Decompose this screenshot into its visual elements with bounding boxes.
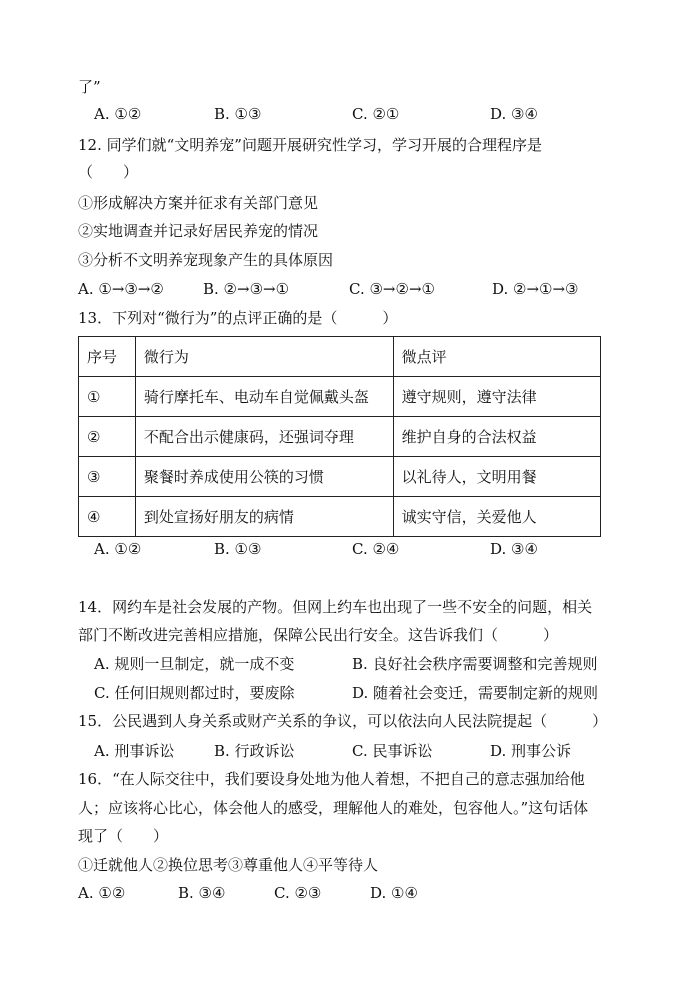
q16-stem-line-1: 16．“在人际交往中，我们要设身处地为他人着想，不把自己的意志强加给他 bbox=[78, 770, 585, 788]
q14-option-b[interactable]: B. 良好社会秩序需要调整和完善规则 bbox=[352, 655, 598, 673]
table-row bbox=[79, 457, 601, 497]
table-row bbox=[79, 377, 601, 417]
q14-stem-line-1: 14．网约车是社会发展的产物。但网上约车也出现了一些不安全的问题，相关 bbox=[78, 598, 593, 616]
table-cell: 不配合出示健康码，还强词夺理 bbox=[135, 417, 393, 457]
q12-answer-paren: （ ） bbox=[78, 163, 139, 181]
q15-option-a[interactable]: A. 刑事诉讼 bbox=[94, 742, 175, 760]
table-cell: 维护自身的合法权益 bbox=[393, 417, 600, 457]
q13-table bbox=[78, 336, 601, 537]
q11-option-a[interactable]: A. ①② bbox=[94, 105, 142, 123]
q13-stem: 13．下列对“微行为”的点评正确的是（ ） bbox=[78, 309, 398, 327]
q13-option-a[interactable]: A. ①② bbox=[94, 540, 142, 558]
table-row bbox=[79, 497, 601, 537]
q13-option-b[interactable]: B. ①③ bbox=[214, 540, 262, 558]
q16-items: ①迁就他人②换位思考③尊重他人④平等待人 bbox=[78, 856, 379, 874]
table-cell: ② bbox=[79, 417, 136, 457]
table-cell: 聚餐时养成使用公筷的习惯 bbox=[135, 457, 393, 497]
q14-option-d[interactable]: D. 随着社会变迁，需要制定新的规则 bbox=[352, 684, 599, 702]
table-cell: 以礼待人，文明用餐 bbox=[393, 457, 600, 497]
table-header-cell: 序号 bbox=[79, 337, 136, 377]
q15-option-b[interactable]: B. 行政诉讼 bbox=[214, 742, 295, 760]
q11-option-c[interactable]: C. ②① bbox=[352, 105, 400, 123]
table-cell: 诚实守信，关爱他人 bbox=[393, 497, 600, 537]
q12-item-3: ③分析不文明养宠现象产生的具体原因 bbox=[78, 251, 334, 269]
q15-option-d[interactable]: D. 刑事公诉 bbox=[490, 742, 572, 760]
table-cell: 遵守规则，遵守法律 bbox=[393, 377, 600, 417]
q16-stem-line-2: 人；应该将心比心，体会他人的感受，理解他人的难处，包容他人。”这句话体 bbox=[78, 799, 589, 817]
q12-option-a[interactable]: A. ①→③→② bbox=[78, 280, 164, 298]
q11-option-b[interactable]: B. ①③ bbox=[214, 105, 262, 123]
q14-option-c[interactable]: C. 任何旧规则都过时，要废除 bbox=[94, 684, 295, 702]
q14-option-a[interactable]: A. 规则一旦制定，就一成不变 bbox=[94, 655, 295, 673]
q16-stem-line-3: 现了（ ） bbox=[78, 827, 169, 845]
q12-stem: 12. 同学们就“文明养宠”问题开展研究性学习，学习开展的合理程序是 bbox=[78, 136, 542, 154]
table-cell: 骑行摩托车、电动车自觉佩戴头盔 bbox=[135, 377, 393, 417]
q13-option-c[interactable]: C. ②④ bbox=[352, 540, 400, 558]
table-row bbox=[79, 417, 601, 457]
q11-stem-continuation: 了” bbox=[78, 78, 101, 96]
table-cell: ③ bbox=[79, 457, 136, 497]
q12-option-c[interactable]: C. ③→②→① bbox=[349, 280, 435, 298]
q12-option-d[interactable]: D. ②→①→③ bbox=[492, 280, 579, 298]
table-cell: ① bbox=[79, 377, 136, 417]
q16-option-c[interactable]: C. ②③ bbox=[274, 884, 322, 902]
q12-item-1: ①形成解决方案并征求有关部门意见 bbox=[78, 194, 319, 212]
table-cell: ④ bbox=[79, 497, 136, 537]
table-cell: 到处宣扬好朋友的病情 bbox=[135, 497, 393, 537]
q16-option-b[interactable]: B. ③④ bbox=[178, 884, 226, 902]
table-header-row bbox=[79, 337, 601, 377]
q16-option-a[interactable]: A. ①② bbox=[78, 884, 126, 902]
table-header-cell: 微点评 bbox=[393, 337, 600, 377]
q12-option-b[interactable]: B. ②→③→① bbox=[203, 280, 290, 298]
table-header-cell: 微行为 bbox=[135, 337, 393, 377]
q12-item-2: ②实地调查并记录好居民养宠的情况 bbox=[78, 222, 319, 240]
q13-option-d[interactable]: D. ③④ bbox=[490, 540, 538, 558]
q16-option-d[interactable]: D. ①④ bbox=[370, 884, 418, 902]
q11-option-d[interactable]: D. ③④ bbox=[490, 105, 538, 123]
q14-stem-line-2: 部门不断改进完善相应措施，保障公民出行安全。这告诉我们（ ） bbox=[78, 626, 559, 644]
q15-option-c[interactable]: C. 民事诉讼 bbox=[352, 742, 433, 760]
q15-stem: 15．公民遇到人身关系或财产关系的争议，可以依法向人民法院提起（ ） bbox=[78, 712, 608, 730]
